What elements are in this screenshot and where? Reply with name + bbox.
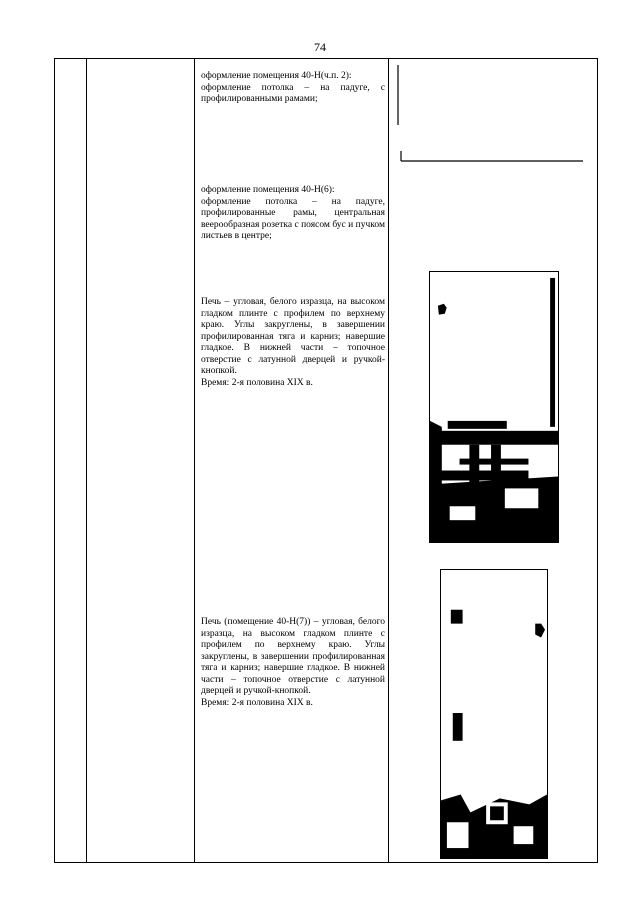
entry-line: Печь – угловая, белого изразца, на высоком гладком плинте с профилем по верхнему краю. Углы закруглены, в завершении профилированная тяга и карниз; навершие гладкое. В нижней части – топочное отверстие с латунной дверцей и ручкой-кнопкой. (201, 297, 385, 376)
entry-line: оформление помещения 40-Н(6): (201, 185, 335, 195)
column-divider-3 (388, 59, 389, 862)
stove-photo-2 (440, 569, 548, 859)
entry-line: Время: 2-я половина XIX в. (201, 697, 313, 708)
entry-line: оформление помещения 40-Н(ч.п. 2): (201, 71, 352, 81)
stove-photo-1 (429, 271, 559, 543)
entry-description-3 (201, 297, 385, 389)
entry-description-4 (201, 617, 385, 709)
entry-description-1 (201, 71, 385, 106)
ceiling-photo-1 (395, 65, 585, 163)
entry-description-2 (201, 185, 385, 243)
page-number: 74 (314, 40, 326, 54)
objects-table (54, 58, 598, 863)
column-divider-2 (194, 59, 195, 862)
column-divider-1 (86, 59, 87, 862)
entry-line: оформление потолка – на падуге, профилированные рамы, центральная веерообразная розетка с поясом бус и пучком листьев в центре; (201, 196, 385, 241)
entry-line: оформление потолка – на падуге, с профилированными рамами; (201, 82, 385, 104)
entry-line: Печь (помещение 40-Н(7)) – угловая, белого изразца, на высоком гладком плинте с профилем по верхнему краю. Углы закруглены, в завершении профилированная тяга и карниз; навершие гладкое. В нижней части – топочное отверстие с латунной дверцей и ручкой-кнопкой. (201, 617, 385, 696)
entry-line: Время: 2-я половина XIX в. (201, 377, 313, 388)
